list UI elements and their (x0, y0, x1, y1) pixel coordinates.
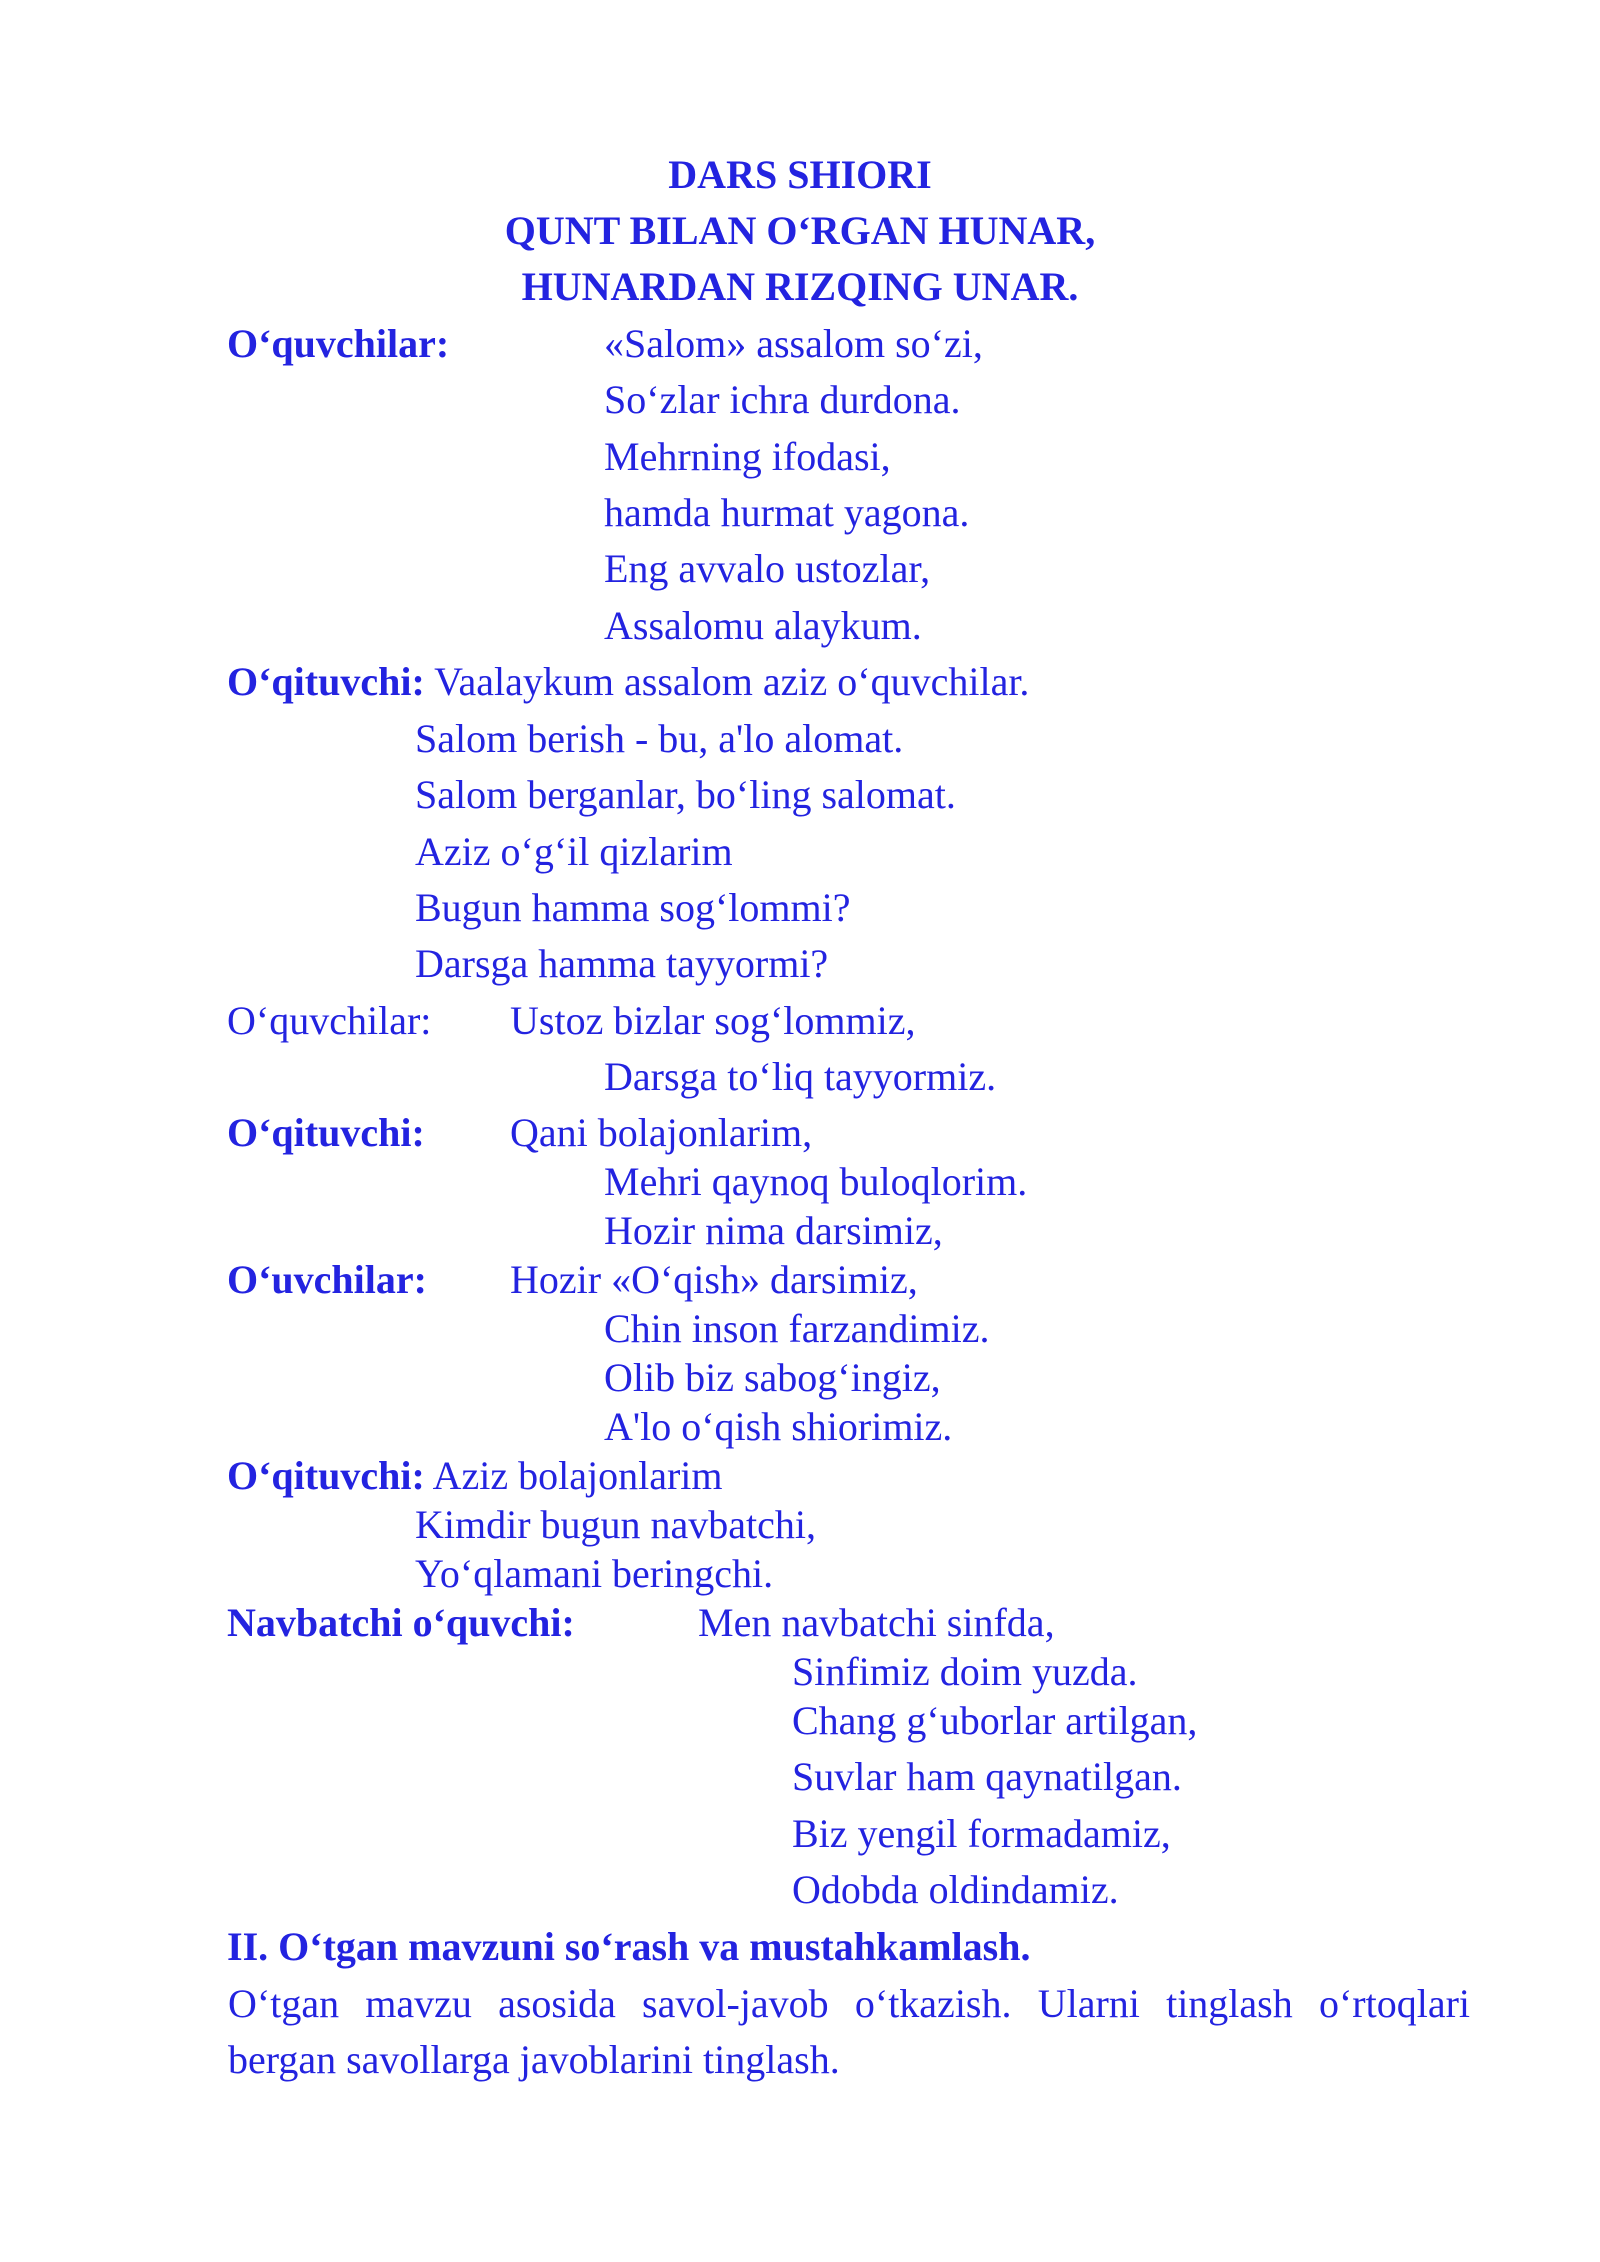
verse-line: Men navbatchi sinfda, (698, 1600, 1055, 1645)
verse-line: Mehrning ifodasi, (604, 434, 891, 479)
speaker-label: O‘qituvchi: (227, 659, 425, 704)
verse-line: Vaalaykum assalom aziz o‘quvchilar. (434, 659, 1030, 704)
speaker-label: O‘qituvchi: (227, 1453, 425, 1498)
verse-line: Suvlar ham qaynatilgan. (792, 1754, 1182, 1799)
verse-line: Yo‘qlamani beringchi. (415, 1551, 774, 1596)
speaker-label: Navbatchi o‘quvchi: (227, 1600, 575, 1645)
verse-line: Eng avvalo ustozlar, (604, 546, 931, 591)
verse-line: Ustoz bizlar sog‘lommiz, (510, 998, 916, 1043)
verse-line: Salom berganlar, bo‘ling salomat. (415, 772, 956, 817)
verse-line: «Salom» assalom so‘zi, (604, 321, 983, 366)
speaker-label: O‘quvchilar: (227, 998, 432, 1043)
verse-line: Hozir nima darsimiz, (604, 1208, 943, 1253)
verse-line: Odobda oldindamiz. (792, 1867, 1119, 1912)
verse-line: hamda hurmat yagona. (604, 490, 970, 535)
verse-line: Assalomu alaykum. (604, 603, 922, 648)
lesson-motto-title: DARS SHIORI (668, 152, 932, 197)
verse-line: Mehri qaynoq buloqlorim. (604, 1159, 1028, 1204)
section-paragraph: O‘tgan mavzu asosida savol-javob o‘tkazish. Ularni tinglash o‘rtoqlari bergan savollarga javoblarini tinglash. (228, 1981, 1470, 2082)
speaker-label: O‘qituvchi: (227, 1110, 425, 1155)
lesson-motto-line-1: QUNT BILAN O‘RGAN HUNAR, (504, 208, 1096, 253)
dialogue-line (227, 658, 1029, 706)
speaker-label: O‘quvchilar: (227, 321, 450, 366)
verse-line: Biz yengil formadamiz, (792, 1811, 1171, 1856)
verse-line: Kimdir bugun navbatchi, (415, 1502, 817, 1547)
verse-line: Chin inson farzandimiz. (604, 1306, 990, 1351)
speaker-label: O‘uvchilar: (227, 1257, 427, 1302)
verse-line: Bugun hamma sog‘lommi? (415, 885, 851, 930)
verse-line: Qani bolajonlarim, (510, 1110, 813, 1155)
verse-line: Darsga hamma tayyormi? (415, 941, 829, 986)
lesson-motto-line-2: HUNARDAN RIZQING UNAR. (521, 264, 1079, 309)
verse-line: Aziz o‘g‘il qizlarim (415, 829, 733, 874)
section-heading: II. O‘tgan mavzuni so‘rash va mustahkamlash. (227, 1924, 1031, 1969)
dialogue-line (227, 1452, 723, 1500)
verse-line: So‘zlar ichra durdona. (604, 377, 961, 422)
verse-line: Aziz bolajonlarim (432, 1453, 723, 1498)
verse-line: Olib biz sabog‘ingiz, (604, 1355, 941, 1400)
verse-line: Chang g‘uborlar artilgan, (792, 1698, 1198, 1743)
verse-line: Sinfimiz doim yuzda. (792, 1649, 1138, 1694)
verse-line: Darsga to‘liq tayyormiz. (604, 1054, 997, 1099)
verse-line: A'lo o‘qish shiorimiz. (604, 1404, 953, 1449)
verse-line: Salom berish - bu, a'lo alomat. (415, 716, 904, 761)
verse-line: Hozir «O‘qish» darsimiz, (510, 1257, 918, 1302)
